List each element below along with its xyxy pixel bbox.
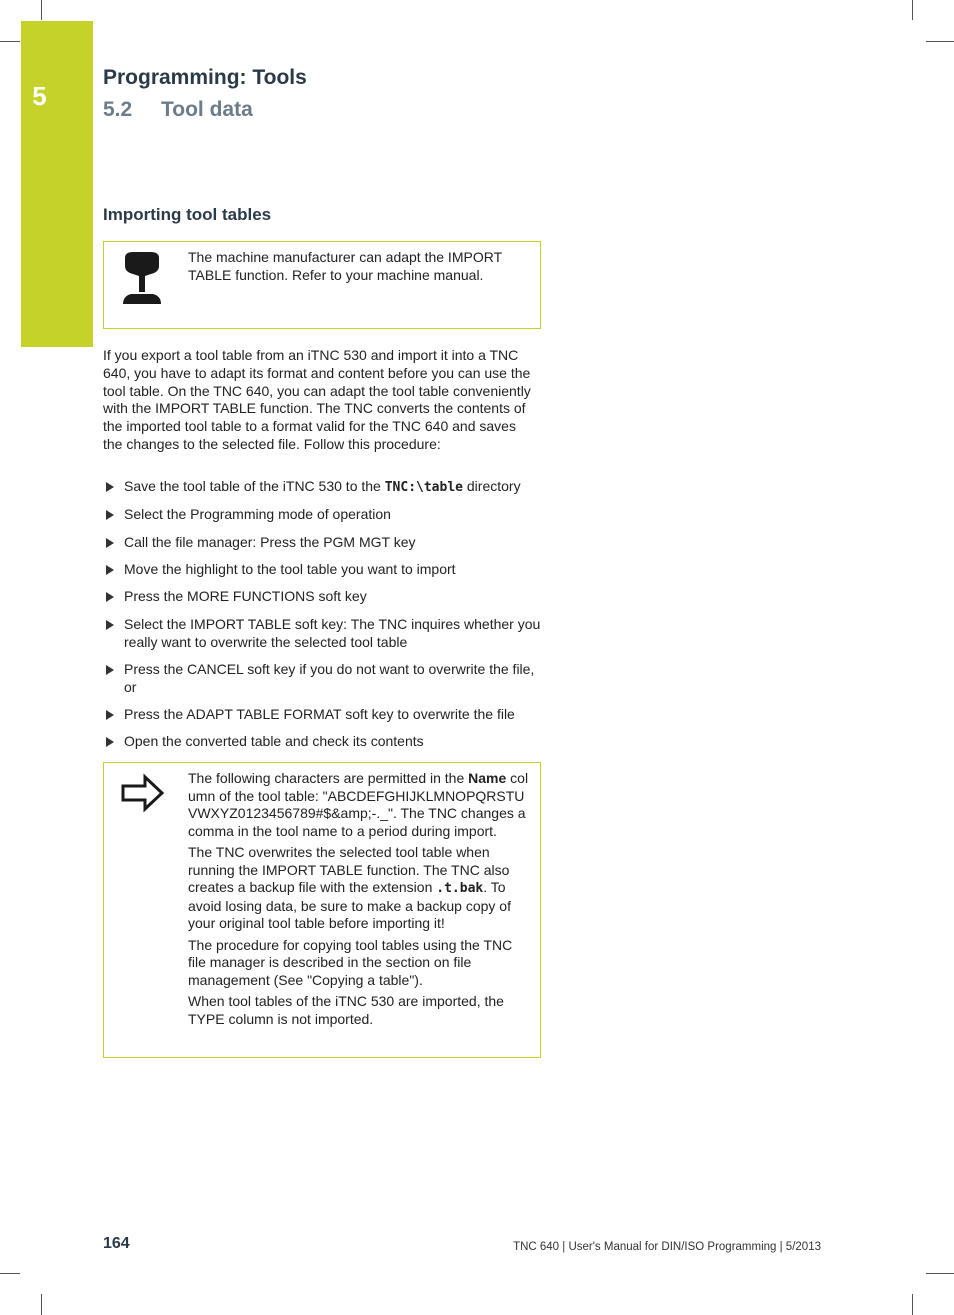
chapter-tab <box>21 21 93 347</box>
crop-mark <box>41 1294 42 1315</box>
crop-mark <box>0 1273 20 1274</box>
procedure-steps <box>103 478 543 751</box>
triangle-bullet-icon <box>106 510 114 520</box>
triangle-bullet-icon <box>106 710 114 720</box>
note-paragraph: The procedure for copying tool tables using the TNC file manager is described in the section on file management (See "Copying a table"). <box>188 936 513 988</box>
list-item: Press the ADAPT TABLE FORMAT soft key to overwrite the file <box>103 706 543 723</box>
crop-mark <box>912 0 913 20</box>
note-text <box>186 763 540 1057</box>
triangle-bullet-icon <box>106 620 114 630</box>
column-name: Name <box>468 770 507 786</box>
triangle-bullet-icon <box>106 665 114 675</box>
section-heading: Importing tool tables <box>103 205 272 224</box>
crop-mark <box>912 1294 913 1315</box>
list-item: Select the IMPORT TABLE soft key: The TNC inquires whether you really want to overwrite the selected tool table <box>103 616 543 651</box>
intro-text: If you export a tool table from an iTNC 530 and import it into a TNC 640, you have to adapt its format and content before you can use the tool table. On the TNC 640, you can adapt the tool table conveniently with the IMPORT TABLE function. The TNC converts the contents of the imported tool table to a format valid for the TNC 640 and saves the changes to the selected file. Follow this procedure: <box>103 347 531 452</box>
machine-spindle-icon <box>121 252 165 308</box>
section-title: Tool data <box>161 98 253 121</box>
machine-note <box>103 241 541 329</box>
list-item: Call the file manager: Press the PGM MGT key <box>103 534 543 551</box>
section-number: 5.2 <box>103 98 133 121</box>
note-paragraph: The following characters are permitted in the Name column of the tool table: "ABCDEFGHIJKLMNOPQRSTUVWXYZ0123456789#$&amp;-._". The TNC changes a comma in the tool name to a period during import. <box>188 770 529 839</box>
crop-mark <box>0 41 20 42</box>
crop-mark <box>926 41 954 42</box>
footer-text: TNC 640 | User's Manual for DIN/ISO Programming | 5/2013 <box>513 1241 821 1253</box>
note-paragraph: The TNC overwrites the selected tool table when running the IMPORT TABLE function. The TNC also creates a backup file with the extension .t.bak. To avoid losing data, be sure to make a backup copy of your original tool table before importing it! <box>188 843 511 932</box>
crop-mark <box>926 1273 954 1274</box>
triangle-bullet-icon <box>106 538 114 548</box>
list-item: Select the Programming mode of operation <box>103 506 543 523</box>
list-item: Open the converted table and check its contents <box>103 733 543 750</box>
file-extension: .t.bak <box>436 881 484 897</box>
intro-paragraph <box>103 347 538 454</box>
triangle-bullet-icon <box>106 565 114 575</box>
note-paragraph: The machine manufacturer can adapt the IMPORT TABLE function. Refer to your machine manual. <box>188 249 502 283</box>
note-icon-column <box>104 242 186 328</box>
note-icon-column <box>104 763 186 1057</box>
note-text <box>186 242 540 328</box>
info-note <box>103 762 541 1058</box>
list-item: Press the CANCEL soft key if you do not want to overwrite the file, or <box>103 661 543 696</box>
triangle-bullet-icon <box>106 592 114 602</box>
chapter-number: 5 <box>32 81 47 111</box>
arrow-right-icon <box>120 773 166 813</box>
chapter-title: Programming: Tools <box>103 66 307 89</box>
crop-mark <box>41 0 42 20</box>
triangle-bullet-icon <box>106 737 114 747</box>
page-number: 164 <box>103 1235 130 1252</box>
list-item: Press the MORE FUNCTIONS soft key <box>103 588 543 605</box>
triangle-bullet-icon <box>106 482 114 492</box>
list-item: Save the tool table of the iTNC 530 to the TNC:\table directory <box>103 478 543 496</box>
note-paragraph: When tool tables of the iTNC 530 are imported, the TYPE column is not imported. <box>188 992 504 1027</box>
directory-name: TNC:\table <box>384 480 463 495</box>
list-item: Move the highlight to the tool table you want to import <box>103 561 543 578</box>
